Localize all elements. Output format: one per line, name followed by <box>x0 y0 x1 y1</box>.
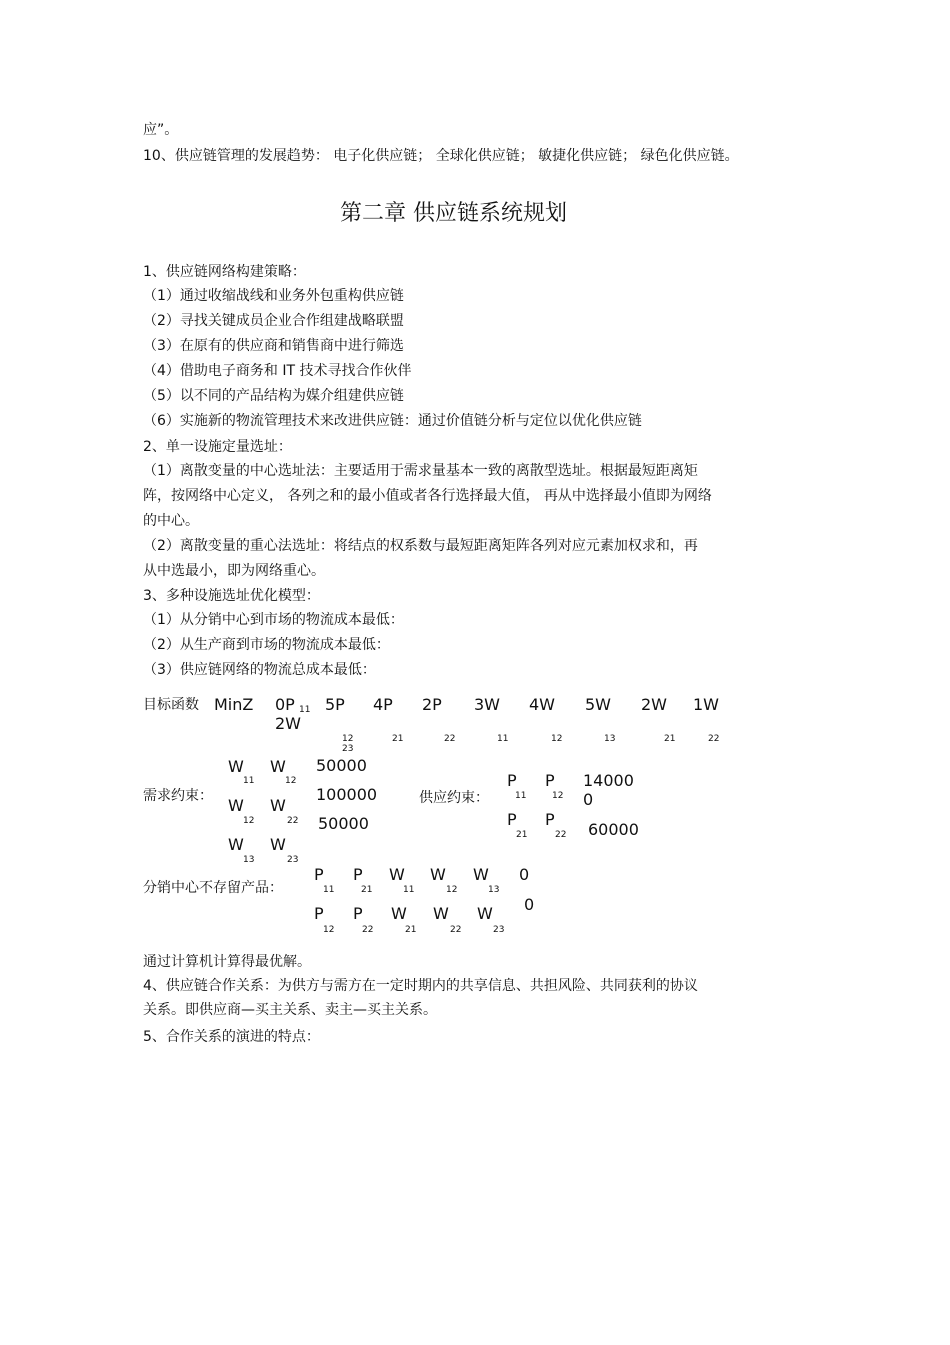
formula-term: W <box>228 796 244 815</box>
formula-subscript: 12 <box>285 776 297 786</box>
formula-subscript: 13 <box>488 885 500 895</box>
list-item: （3）供应链网络的物流总成本最低： <box>143 662 376 678</box>
formula-subscript: 11 <box>497 734 509 744</box>
formula-term: W <box>228 835 244 854</box>
formula-term: MinZ <box>214 695 254 714</box>
formula-term: P <box>545 810 555 829</box>
formula-subscript: 13 <box>604 734 616 744</box>
formula-subscript: 23 <box>287 855 299 865</box>
formula-term: W <box>228 757 244 776</box>
formula-subscript: 22 <box>450 925 462 935</box>
list-item: （4）借助电子商务和 IT 技术寻找合作伙伴 <box>143 363 412 379</box>
formula-subscript: 12 <box>552 791 564 801</box>
formula-term: 0P <box>275 695 295 714</box>
section-5-heading: 5、合作关系的演进的特点： <box>143 1029 320 1045</box>
section-3-heading: 3、多种设施选址优化模型： <box>143 588 320 604</box>
formula-term: W <box>270 757 286 776</box>
formula-subscript: 21 <box>664 734 676 744</box>
formula-subscript: 22 <box>362 925 374 935</box>
paragraph-line: （2）离散变量的重心法选址：将结点的权系数与最短距离矩阵各列对应元素加权求和，再 <box>143 538 698 554</box>
formula-subscript: 12 <box>243 816 255 826</box>
formula-value: 0 <box>524 895 535 914</box>
formula-subscript: 22 <box>555 830 567 840</box>
paragraph-line: 从中选最小，即为网络重心。 <box>143 563 325 579</box>
formula-term: P <box>545 771 555 790</box>
formula-subscript: 12 <box>323 925 335 935</box>
formula-subscript: 21 <box>516 830 528 840</box>
supply-label: 供应约束： <box>419 790 489 806</box>
section-4-line: 关系。即供应商—买主关系、卖主—买主关系。 <box>143 1002 437 1018</box>
paragraph-line: 的中心。 <box>143 513 199 529</box>
formula-term: 4W <box>529 695 555 714</box>
section-2-heading: 2、单一设施定量选址： <box>143 439 292 455</box>
formula-subscript: 22 <box>708 734 720 744</box>
formula-term: W <box>270 796 286 815</box>
formula-subscript: 11 <box>515 791 527 801</box>
formula-value: 14000 <box>583 771 634 790</box>
formula-term: 1W <box>693 695 719 714</box>
formula-term: P <box>353 904 363 923</box>
section-1-heading: 1、供应链网络构建策略： <box>143 264 306 280</box>
formula-term: W <box>477 904 493 923</box>
list-item: （5）以不同的产品结构为媒介组建供应链 <box>143 388 404 404</box>
formula-value: 100000 <box>316 785 378 804</box>
formula-subscript: 12 <box>342 734 354 744</box>
formula-value: 50000 <box>318 814 369 833</box>
formula-subscript: 13 <box>243 855 255 865</box>
formula-subscript: 11 <box>403 885 415 895</box>
section-4-line: 4、供应链合作关系：为供方与需方在一定时期内的共享信息、共担风险、共同获利的协议 <box>143 978 698 994</box>
formula-term: 2W <box>641 695 667 714</box>
formula-term: P <box>314 904 324 923</box>
list-item: （6）实施新的物流管理技术来改进供应链：通过价值链分析与定位以优化供应链 <box>143 413 642 429</box>
formula-term: P <box>507 810 517 829</box>
formula-subscript: 11 <box>299 705 311 715</box>
formula-subscript: 12 <box>551 734 563 744</box>
formula-term: 5W <box>585 695 611 714</box>
list-item: （2）寻找关键成员企业合作组建战略联盟 <box>143 313 404 329</box>
list-item: （1）从分销中心到市场的物流成本最低： <box>143 612 404 628</box>
formula-value: 0 <box>583 790 594 809</box>
chapter-title: 第二章 供应链系统规划 <box>340 201 567 226</box>
formula-value: 0 <box>519 865 530 884</box>
formula-value: 60000 <box>588 820 639 839</box>
formula-subscript: 23 <box>493 925 505 935</box>
formula-subscript: 21 <box>361 885 373 895</box>
list-item: （3）在原有的供应商和销售商中进行筛选 <box>143 338 404 354</box>
continued-text: 应”。 <box>143 122 179 138</box>
formula-term: 2W <box>275 714 301 733</box>
formula-term: W <box>473 865 489 884</box>
formula-term: W <box>391 904 407 923</box>
formula-term: 5P <box>325 695 345 714</box>
formula-subscript: 22 <box>444 734 456 744</box>
formula-term: 3W <box>474 695 500 714</box>
formula-term: W <box>270 835 286 854</box>
formula-term: W <box>430 865 446 884</box>
formula-subscript: 11 <box>323 885 335 895</box>
ch1-item-10: 10、供应链管理的发展趋势： 电子化供应链； 全球化供应链； 敏捷化供应链； 绿色化供应链。 <box>143 148 739 164</box>
paragraph-line: （1）离散变量的中心选址法：主要适用于需求量基本一致的离散型选址。根据最短距离矩 <box>143 463 698 479</box>
formula-subscript: 21 <box>392 734 404 744</box>
formula-term: 4P <box>373 695 393 714</box>
dc-label: 分销中心不存留产品： <box>143 880 283 896</box>
formula-term: W <box>389 865 405 884</box>
paragraph-line: 阵，按网络中心定义， 各列之和的最小值或者各行选择最大值， 再从中选择最小值即为网络 <box>143 488 712 504</box>
formula-term: P <box>353 865 363 884</box>
list-item: （2）从生产商到市场的物流成本最低： <box>143 637 390 653</box>
optimal-solution-text: 通过计算机计算得最优解。 <box>143 954 311 970</box>
list-item: （1）通过收缩战线和业务外包重构供应链 <box>143 288 404 304</box>
formula-subscript: 11 <box>243 776 255 786</box>
formula-subscript: 12 <box>446 885 458 895</box>
formula-subscript: 23 <box>342 744 354 754</box>
demand-label: 需求约束： <box>143 788 213 804</box>
formula-subscript: 21 <box>405 925 417 935</box>
formula-subscript: 22 <box>287 816 299 826</box>
formula-term: P <box>314 865 324 884</box>
formula-term: W <box>433 904 449 923</box>
formula-term: 2P <box>422 695 442 714</box>
formula-term: P <box>507 771 517 790</box>
formula-value: 50000 <box>316 756 367 775</box>
objective-label: 目标函数 <box>143 697 199 713</box>
